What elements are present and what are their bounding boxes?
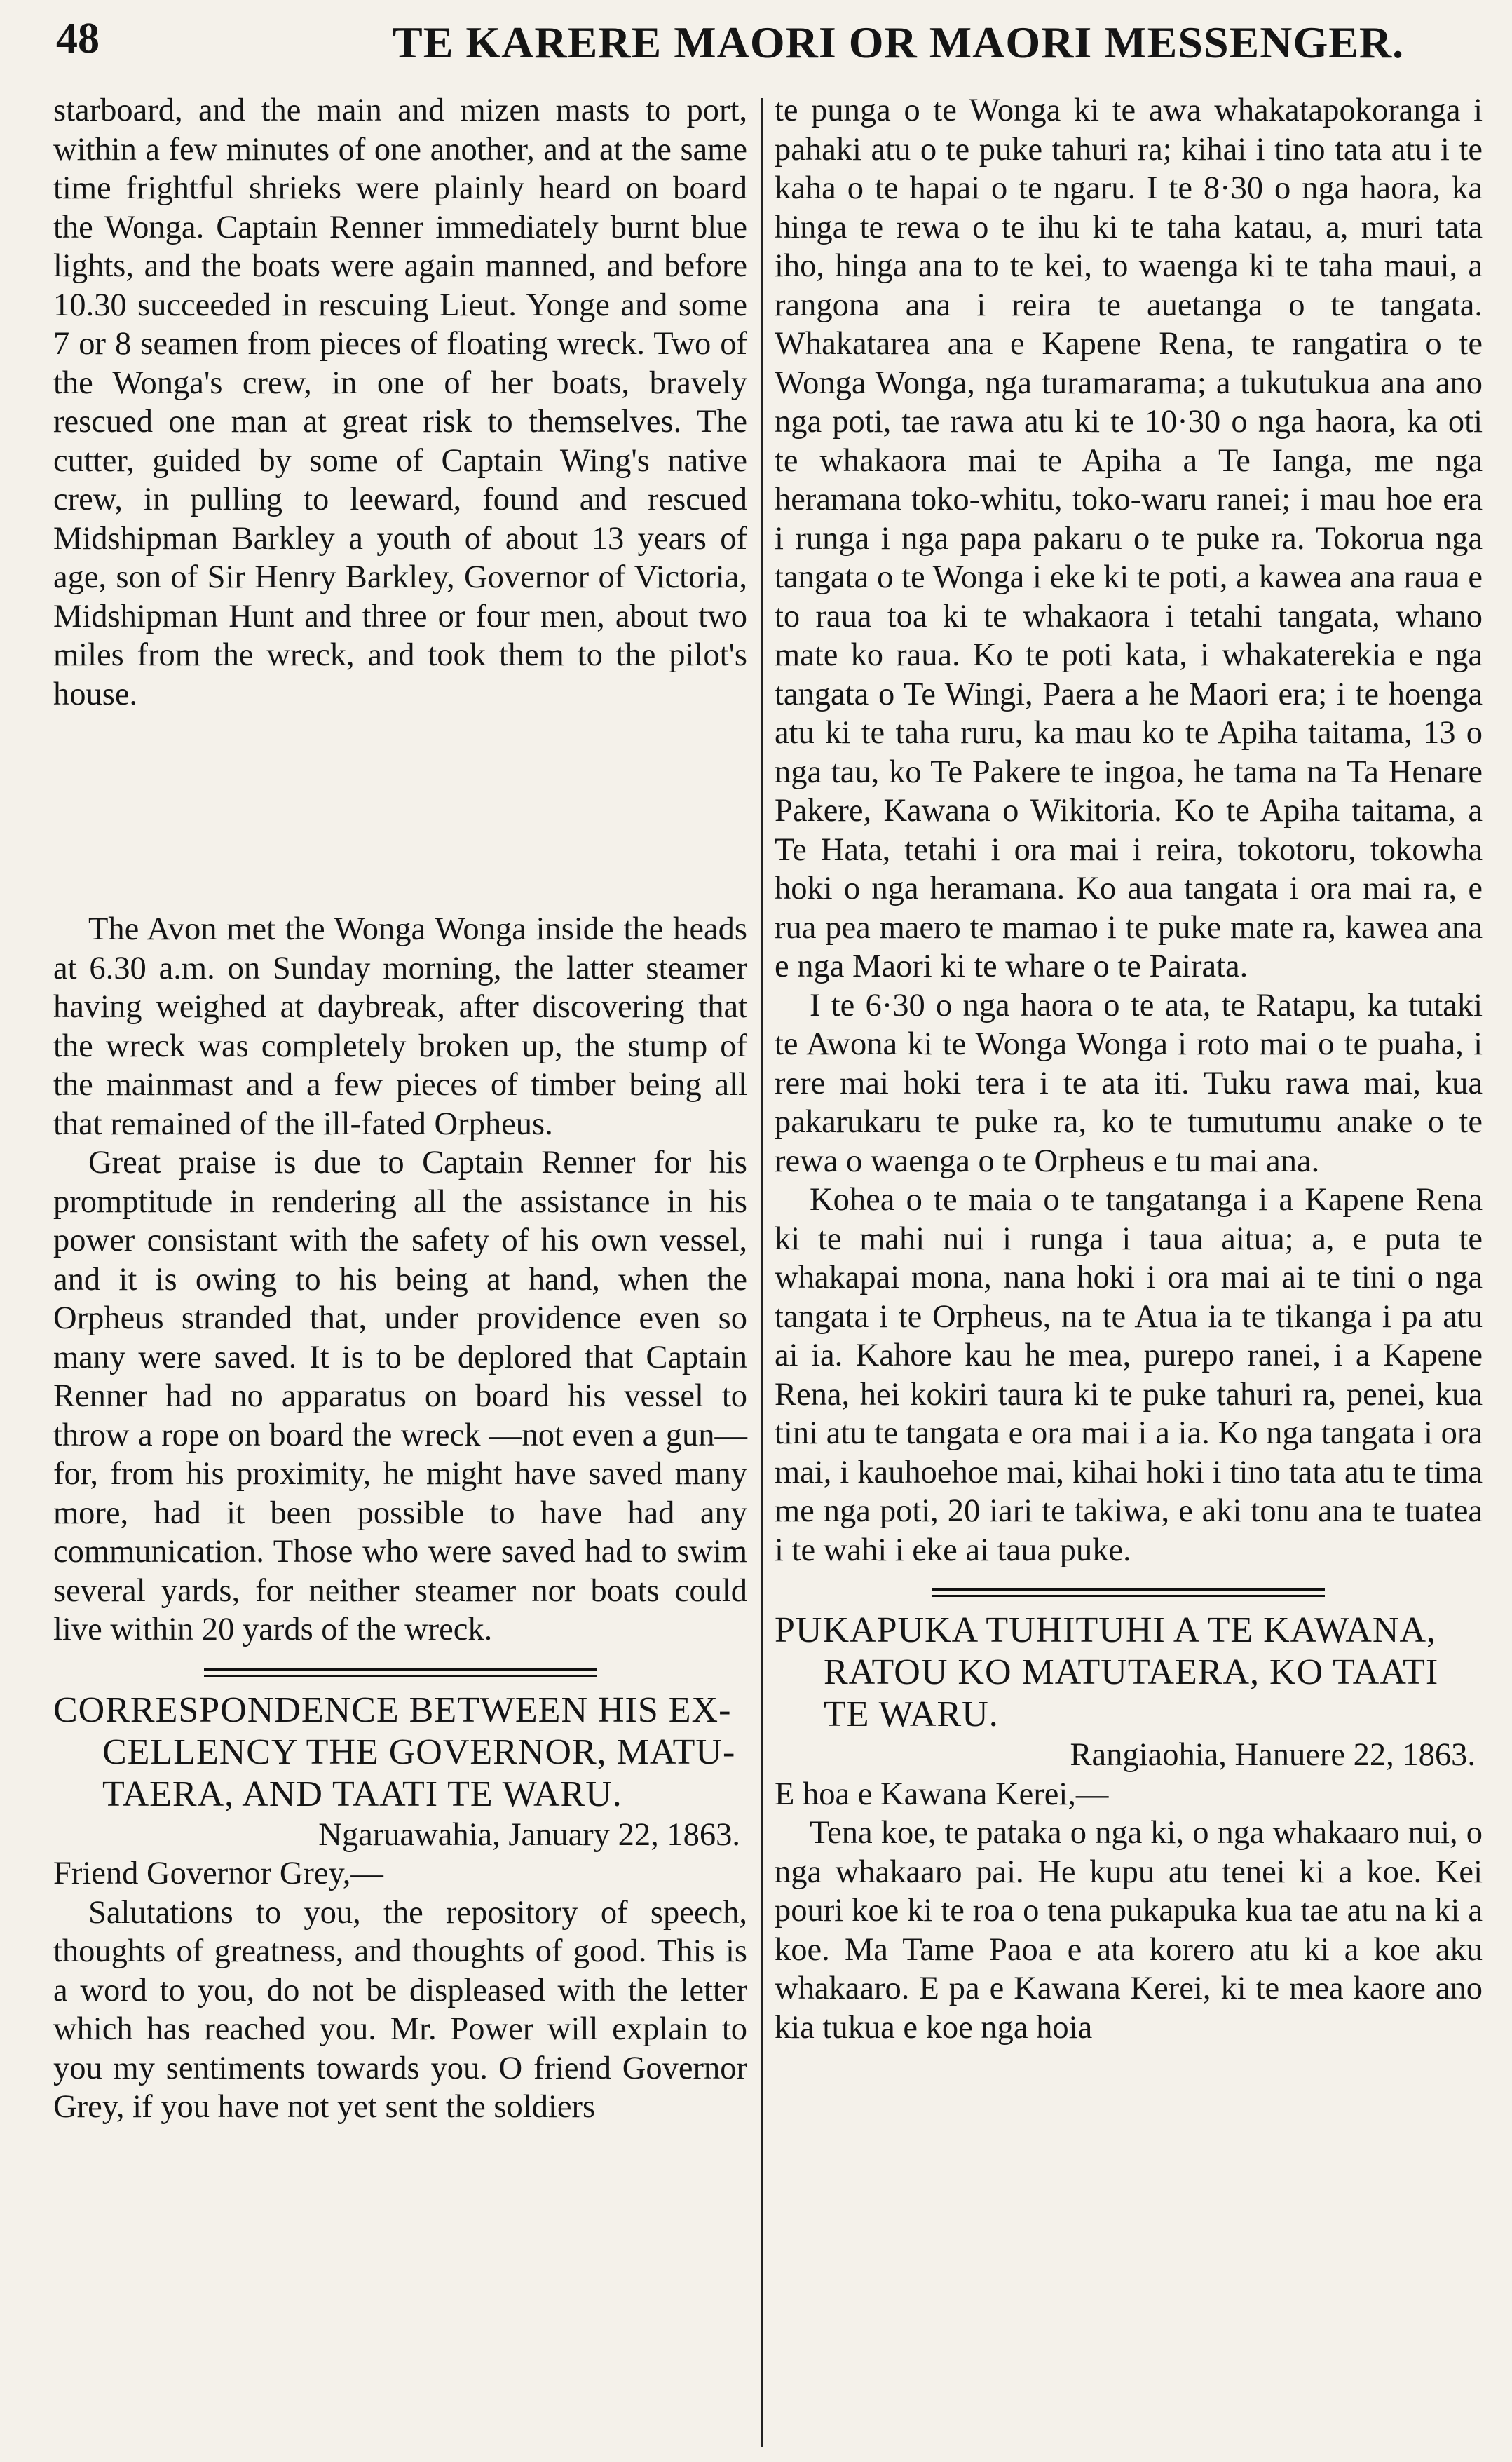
letter-salutation: Friend Governor Grey,—: [53, 1856, 383, 1891]
correspondence-heading: [53, 1689, 747, 1816]
heading-line: CORRESPONDENCE BETWEEN HIS EX-: [53, 1689, 732, 1730]
heading-line: CELLENCY THE GOVERNOR, MATU-: [102, 1732, 736, 1772]
heading-line: RATOU KO MATUTAERA, KO TAATI: [824, 1652, 1439, 1692]
letter-body-maori: Tena koe, te pataka o nga ki, o nga whakaaro nui, o nga whakaaro pai. He kupu atu tenei ki a koe. Kei pouri koe ki te roa o tena pukapuka kua tae atu na ki a koe. Ma Tame Paoa e ata korero atu ki a koe aku whakaaro. E pa e Kawana Kerei, ki te mea kaore ano kia tukua e koe nga hoia: [775, 1815, 1483, 2046]
heading-line: TE WARU.: [824, 1694, 999, 1734]
praise-paragraph: Great praise is due to Captain Renner for his promptitude in rendering all the assistance in his power consistant with the safety of his own vessel, and it is owing to his being at hand, when the Orpheus stranded that, under providence even so many were saved. It is to be deplored that Captain Renner had no apparatus on board his vessel to throw a rope on board the wreck —not even a gun—for, from his proximity, he might have saved many more, had it been possible to have had any communication. Those who were saved had to swim several yards, for neither steamer nor boats could live within 20 yards of the wreck.: [53, 1145, 747, 1647]
letter-body: Salutations to you, the repository of speech, thoughts of greatness, and thoughts of good. This is a word to you, do not be displeased with the letter which has reached you. Mr. Power will explain to you my sentiments towards you. O friend Governor Grey, if you have not yet sent the soldiers: [53, 1894, 747, 2125]
wreck-rescue-paragraph-maori: te punga o te Wonga ki te awa whakatapokoranga i pahaki atu o te puke tahuri ra; kihai i tino tata atu i te kaha o te hapai o te ngaru. I te 8·30 o nga haora, ka hinga te rewa o te ihu ki te taha katau, a, muri tata iho, hinga ana to te kei, to waenga ki te taha maui, a rangona ana i reira te auetanga o te tangata. Whakatarea ana e Kapene Rena, te rangatira o te Wonga Wonga, nga turamarama; a tukutukua ana ano nga poti, tae rawa atu ki te 10·30 o nga haora, ka oti te whakaora mai te Apiha a Te Ianga, me nga heramana toko-whitu, toko-waru ranei; i mau hoe era i runga i nga papa pakaru o te puke ra. Tokorua nga tangata o te Wonga i eke ki te poti, a kawea ana raua e to raua toa ki te whakaora i tetahi tangata, whano mate ko raua. Ko te poti kata, i whakaterekia e nga tangata o Te Wingi, Paera a he Maori era; i te hoenga atu ki te taha ruru, ka mau ko te Apiha taitama, 13 o nga tau, ko Te Pakere te ingoa, he tama na Ta Henare Pakere, Kawana o Wikitoria. Ko te Apiha taitama, a Te Hata, tetahi i ora mai i reira, tokotoru, tokowha hoki o nga heramana. Ko aua tangata i ora mai ra, e rua pea maero te mamao i te puke mate ra, kawea ana e nga Maori ki te whare o te Pairata.: [775, 93, 1483, 984]
maori-column: [775, 91, 1483, 2047]
letter-salutation-maori: E hoa e Kawana Kerei,—: [775, 1776, 1109, 1812]
heading-line: TAERA, AND TAATI TE WARU.: [102, 1774, 622, 1814]
page-number: 48: [56, 15, 100, 62]
letter-dateline: Ngaruawahia, January 22, 1863.: [318, 1816, 740, 1853]
column-divider: [761, 98, 763, 2447]
letter-dateline-maori: Rangiaohia, Hanuere 22, 1863.: [1070, 1737, 1476, 1773]
section-rule: [932, 1588, 1325, 1597]
english-column: [53, 91, 747, 2127]
praise-paragraph-maori: Kohea o te maia o te tangatanga i a Kapene Rena ki te mahi nui i runga i taua aitua; a, e puta te whakapai mona, nana hoki i ora mai ai te tini o nga tangata i te Orpheus, na te Atua ia te tikanga i pa atu ai ia. Kahore kau he mea, purepo ranei, i a Kapene Rena, hei kokiri taura ki te puke tahuri ra, penei, kua tini atu te tangata e ora mai i a ia. Ko nga tangata i ora mai, i kauhoehoe mai, kihai hoki i tino tata atu te tima me nga poti, 20 iari te takiwa, e aki tonu ana te tuatea i te wahi i eke ai taua puke.: [775, 1182, 1483, 1568]
newspaper-title: TE KARERE MAORI OR MAORI MESSENGER.: [393, 18, 1405, 67]
wreck-rescue-paragraph: starboard, and the main and mizen masts to port, within a few minutes of one another, and at the same time frightful shrieks were plainly heard on board the Wonga. Captain Renner immediately burnt blue lights, and the boats were again manned, and before 10.30 succeeded in rescuing Lieut. Yonge and some 7 or 8 seamen from pieces of floating wreck. Two of the Wonga's crew, in one of her boats, bravely rescued one man at great risk to themselves. The cutter, guided by some of Captain Wing's native crew, in pulling to leeward, found and rescued Midshipman Barkley a youth of about 13 years of age, son of Sir Henry Barkley, Governor of Victoria, Midshipman Hunt and three or four men, about two miles from the wreck, and took them to the pilot's house.: [53, 93, 747, 712]
avon-paragraph: The Avon met the Wonga Wonga inside the heads at 6.30 a.m. on Sunday morning, the latter steamer having weighed at daybreak, after discovering that the wreck was completely broken up, the stump of the mainmast and a few pieces of timber being all that remained of the ill-fated Orpheus.: [53, 911, 747, 1142]
section-rule: [204, 1668, 597, 1677]
correspondence-heading-maori: [775, 1610, 1483, 1736]
page-header: [56, 14, 1458, 91]
column-gap: [53, 714, 747, 910]
avon-paragraph-maori: I te 6·30 o nga haora o te ata, te Ratapu, ka tutaki te Awona ki te Wonga Wonga i roto mai o te puaha, i rere mai hoki tera i te ata iti. Tuku rawa mai, kua pakarukaru te puke ra, ko te tumutumu anake o te rewa o waenga o te Orpheus e tu mai ana.: [775, 987, 1483, 1179]
heading-line: PUKAPUKA TUHITUHI A TE KAWANA,: [775, 1610, 1437, 1650]
